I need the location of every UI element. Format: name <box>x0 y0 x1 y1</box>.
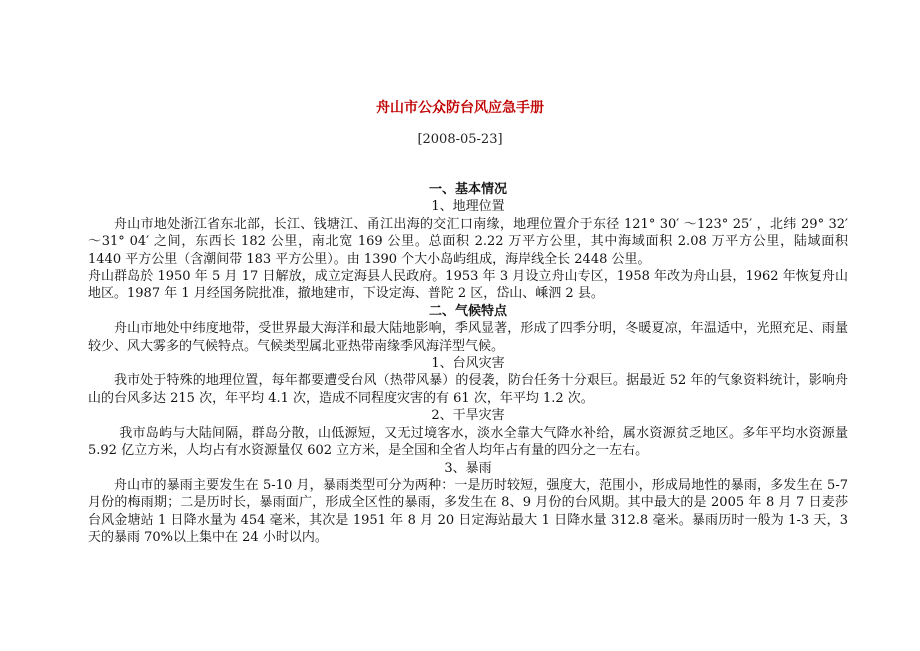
subheading-drought: 2、干旱灾害 <box>431 408 505 424</box>
subheading-location: 1、地理位置 <box>431 199 505 215</box>
section-heading-climate: 二、气候特点 <box>428 303 507 319</box>
document-title: 舟山市公众防台风应急手册 <box>376 100 544 116</box>
document-date: [2008-05-23] <box>417 132 503 147</box>
paragraph-rainstorm: 舟山市的暴雨主要发生在 5-10 月，暴雨类型可分为两种：一是历时较短，强度大，范围小，形成局地性的暴雨，多发生在 5-7 月份的梅雨期；二是历时长，暴雨面广，形成全区性的暴雨，多发生在 8、9 月份的台风期。其中最大的是 2005 年 8 月 7 日麦莎台风金塘站 1 日降水量为 454 毫米，其次是 1951 年 8 月 20 日定海站最大 1 日降水量 312.8 毫米。暴雨历时一般为 1-3 天，3 天的暴雨 70%以上集中在 24 小时以内。 <box>88 477 848 546</box>
paragraph-climate: 舟山市地处中纬度地带，受世界最大海洋和最大陆地影响，季风显著，形成了四季分明，冬暖夏凉，年温适中，光照充足、雨量较少、风大雾多的气候特点。气候类型属北亚热带南缘季风海洋型气候。 <box>88 321 848 354</box>
document-body <box>88 181 848 547</box>
paragraph-location: 舟山市地处浙江省东北部，长江、钱塘江、甬江出海的交汇口南缘，地理位置介于东径 121° 30′ ～123° 25′ ，北纬 29° 32′ ～31° 04′ 之间，东西长 182 公里，南北宽 169 公里。总面积 2.22 万平方公里，其中海域面积 2.08 万平方公里，陆域面积 1440 平方公里（含潮间带 183 平方公里）。由 1390 个大小岛屿组成，海岸线全长 2448 公里。 <box>88 216 848 267</box>
subheading-typhoon: 1、台风灾害 <box>431 356 505 372</box>
paragraph-history: 舟山群岛於 1950 年 5 月 17 日解放，成立定海县人民政府。1953 年 3 月设立舟山专区，1958 年改为舟山县，1962 年恢复舟山地区。1987 年 1 月经国务院批准，撤地建市，下设定海、普陀 2 区，岱山、嵊泗 2 县。 <box>88 269 848 302</box>
paragraph-typhoon: 我市处于特殊的地理位置，每年都要遭受台风（热带风暴）的侵袭，防台任务十分艰巨。据最近 52 年的气象资料统计，影响舟山的台风多达 215 次，年平均 4.1 次，造成不同程度灾害的有 61 次，年平均 1.2 次。 <box>88 373 848 406</box>
subheading-rainstorm: 3、暴雨 <box>444 460 492 476</box>
paragraph-drought: 我市岛屿与大陆间隔，群岛分散，山低源短，又无过境客水，淡水全靠大气降水补给，属水资源贫乏地区。多年平均水资源量 5.92 亿立方米，人均占有水资源量仅 602 立方米，是全国和全省人均年占有量的四分之一左右。 <box>88 425 848 459</box>
section-heading-basic-info: 一、基本情况 <box>428 182 507 197</box>
